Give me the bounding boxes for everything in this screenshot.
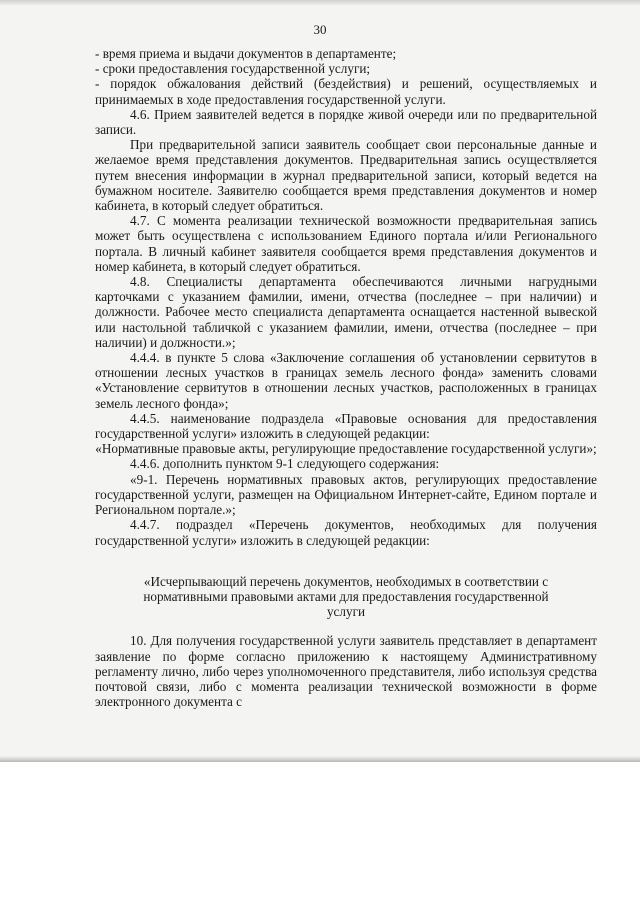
- document-body: [95, 46, 597, 709]
- page-number: 30: [313, 22, 327, 37]
- paragraph: 4.4.5. наименование подраздела «Правовые основания для предоставления государственной услуги» изложить в следующей редакции:: [95, 410, 597, 442]
- paragraph: 4.7. С момента реализации технической возможности предварительная запись может быть осуществлена с использованием Единого портала и/или Регионального портала. В личный кабинет заявителя сообщается время представления документов и номер кабинета, в который следует обратиться.: [95, 213, 597, 274]
- paragraph: 4.4.6. дополнить пунктом 9-1 следующего содержания:: [130, 456, 440, 472]
- section-title: «Исчерпывающий перечень документов, необходимых в соответствии с нормативными правовыми актами для предоставления государственной услуги: [143, 573, 549, 620]
- scan-top-edge: [0, 0, 640, 6]
- paragraph: «9-1. Перечень нормативных правовых актов, регулирующих предоставление государственной услуги, размещен на Официальном Интернет-сайте, Едином портале и Региональном портале.»;: [95, 471, 597, 518]
- subsection-title: «Нормативные правовые акты, регулирующие предоставление государственной услуги»;: [95, 441, 597, 457]
- paragraph: 4.8. Специалисты департамента обеспечиваются личными нагрудными карточками с указанием фамилии, имени, отчества (последнее – при наличии) и должности. Рабочее место специалиста департамента оснащается настенной вывеской или настольной табличкой с указанием фамилии, имени, отчества (последнее – при наличии) и должности.»;: [95, 274, 597, 350]
- paragraph: - время приема и выдачи документов в департаменте;: [95, 46, 397, 61]
- paragraph: 4.6. Прием заявителей ведется в порядке живой очереди или по предварительной записи.: [95, 106, 597, 138]
- blank-margin: [0, 762, 640, 905]
- paragraph: - сроки предоставления государственной услуги;: [95, 61, 371, 77]
- paragraph: 4.4.7. подраздел «Перечень документов, необходимых для получения государственной услуги» изложить в следующей редакции:: [95, 517, 597, 548]
- paragraph: При предварительной записи заявитель сообщает свои персональные данные и желаемое время представления документов. Предварительная запись осуществляется путем внесения информации в журнал предварительной записи, который ведется на бумажном носителе. Заявителю сообщается время представления документов и номер кабинета, в который следует обратиться.: [95, 137, 597, 214]
- spacer: [95, 548, 597, 574]
- spacer: [95, 619, 597, 633]
- paragraph: 10. Для получения государственной услуги заявитель представляет в департамент заявление по форме согласно приложению к настоящему Административному регламенту лично, либо через уполномоченного представителя, либо используя средства почтовой связи, либо с момента реализации технической возможности в форме электронного документа с: [95, 633, 597, 710]
- paragraph: - порядок обжалования действий (бездействия) и решений, осуществляемых и принимаемых в ходе предоставления государственной услуги.: [95, 76, 597, 107]
- paragraph: 4.4.4. в пункте 5 слова «Заключение соглашения об установлении сервитутов в отношении лесных участков в границах земель лесного фонда» заменить словами «Установление сервитутов в отношении лесных участков, расположенных в границах земель лесного фонда»;: [95, 350, 597, 411]
